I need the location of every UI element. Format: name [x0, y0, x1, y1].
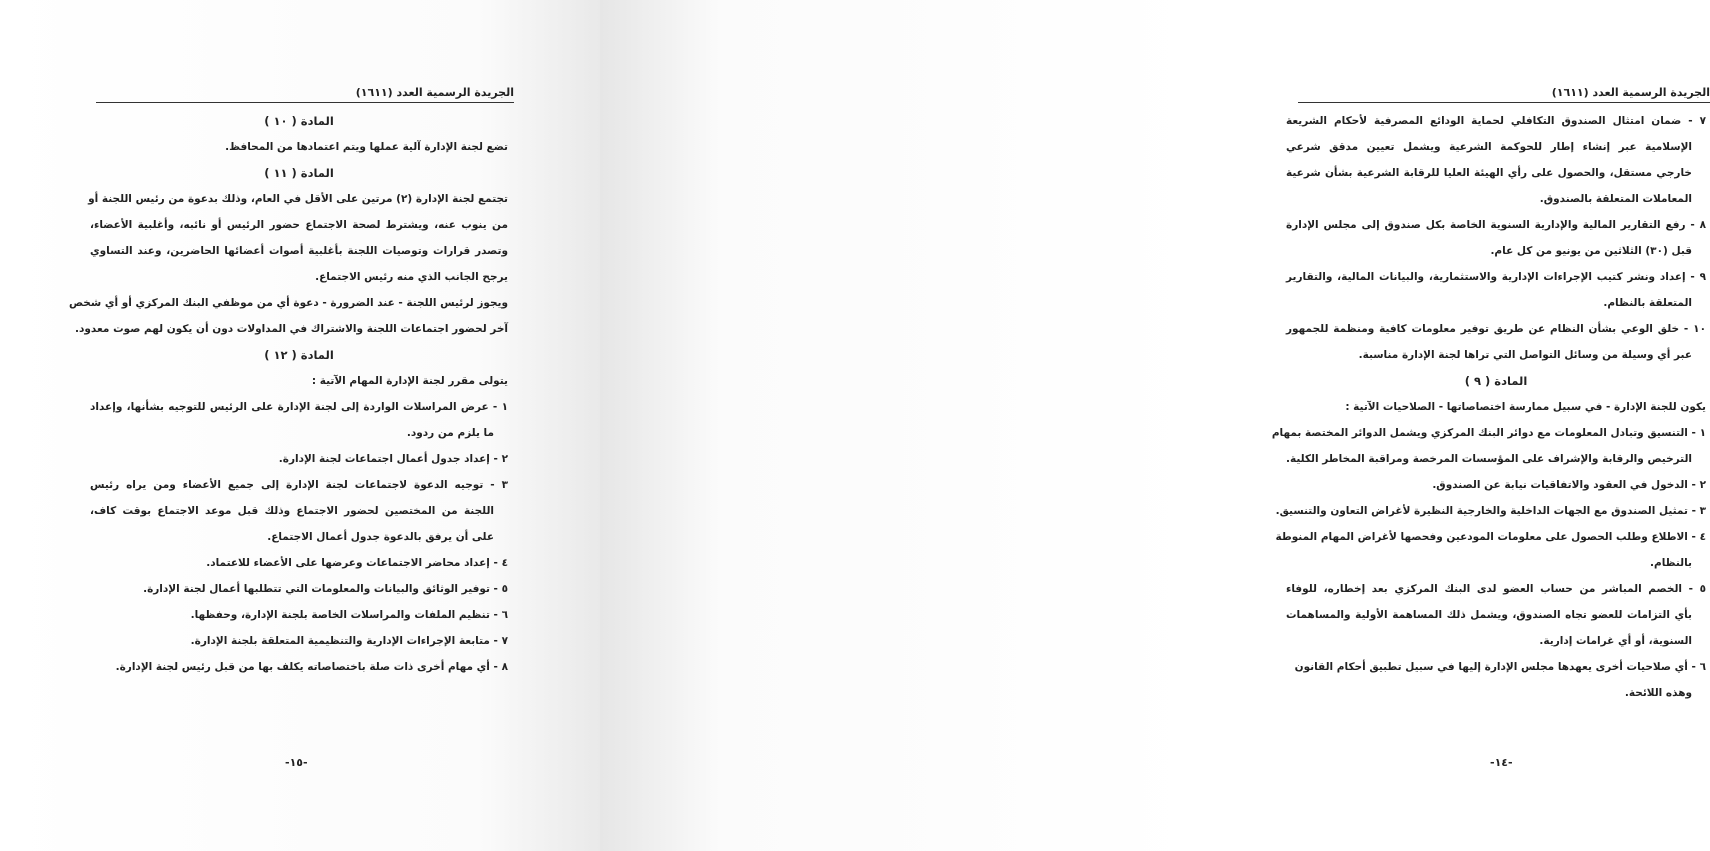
text-line: ٧ - متابعة الإجراءات الإدارية والتنظيمية المتعلقة بلجنة الإدارة.: [190, 635, 508, 647]
text-line: المتعلقة بالنظام.: [1603, 297, 1692, 309]
text-line: ١ - التنسيق وتبادل المعلومات مع دوائر البنك المركزي ويشمل الدوائر المختصة بمهام: [1271, 427, 1706, 439]
text-line: بالنظام.: [1650, 557, 1692, 569]
text-line: بأي التزامات للعضو تجاه الصندوق، ويشمل ذلك المساهمة الأولية والمساهمات: [1286, 609, 1692, 621]
text-line: خارجي مستقل، والحصول على رأي الهيئة العليا للرقابة الشرعية بشأن شرعية: [1286, 167, 1692, 179]
text-line: ١٠ - خلق الوعي بشأن النظام عن طريق توفير معلومات كافية ومنظمة للجمهور: [1286, 323, 1706, 335]
page-header: الجريدة الرسمية العدد (١٦١١): [96, 86, 514, 103]
text-line: تضع لجنة الإدارة آلية عملها ويتم اعتمادها من المحافظ.: [225, 141, 508, 153]
text-line: ٤ - إعداد محاضر الاجتماعات وعرضها على الأعضاء للاعتماد.: [206, 557, 508, 569]
page-number: -١٥-: [285, 756, 308, 769]
text-line: آخر لحضور اجتماعات اللجنة والاشتراك في المداولات دون أن يكون لهم صوت معدود.: [75, 323, 508, 335]
text-line: ٢ - الدخول في العقود والاتفاقيات نيابة عن الصندوق.: [1432, 479, 1706, 491]
text-line: يرجح الجانب الذي منه رئيس الاجتماع.: [315, 271, 508, 283]
page-header: الجريدة الرسمية العدد (١٦١١): [1298, 86, 1710, 103]
text-line: على أن يرفق بالدعوة جدول أعمال الاجتماع.: [267, 531, 494, 543]
text-line: الترخيص والرقابة والإشراف على المؤسسات المرخصة ومراقبة المخاطر الكلية.: [1285, 453, 1692, 465]
text-line: يتولى مقرر لجنة الإدارة المهام الآتية :: [311, 375, 508, 387]
text-line: ٨ - أي مهام أخرى ذات صلة باختصاصاته يكلف بها من قبل رئيس لجنة الإدارة.: [115, 661, 508, 673]
text-line: ٣ - توجيه الدعوة لاجتماعات لجنة الإدارة إلى جميع الأعضاء ومن يراه رئيس: [90, 479, 508, 491]
text-line: ٥ - توفير الوثائق والبيانات والمعلومات التي تتطلبها أعمال لجنة الإدارة.: [143, 583, 508, 595]
text-line: عبر أي وسيلة من وسائل التواصل التي تراها لجنة الإدارة مناسبة.: [1358, 349, 1692, 361]
text-line: ما يلزم من ردود.: [406, 427, 494, 439]
text-line: السنوية، أو أي غرامات إدارية.: [1539, 635, 1692, 647]
text-line: المعاملات المتعلقة بالصندوق.: [1539, 193, 1692, 205]
article-heading: المادة ( ١٠ ): [264, 114, 334, 128]
text-line: الإسلامية عبر إنشاء إطار للحوكمة الشرعية ويشمل تعيين مدقق شرعي: [1286, 141, 1692, 153]
article-heading: المادة ( ١٢ ): [264, 348, 334, 362]
page-body: [1271, 108, 1706, 706]
article-heading: المادة ( ٩ ): [1464, 374, 1528, 388]
page-body: [68, 108, 508, 680]
text-line: ٢ - إعداد جدول أعمال اجتماعات لجنة الإدارة.: [278, 453, 508, 465]
text-line: اللجنة من المختصين لحضور الاجتماع وذلك قبل موعد الاجتماع بوقت كاف،: [90, 505, 494, 517]
text-line: ٥ - الخصم المباشر من حساب العضو لدى البنك المركزي بعد إخطاره، للوفاء: [1286, 583, 1706, 595]
text-line: ٤ - الاطلاع وطلب الحصول على معلومات المودعين وفحصها لأغراض المهام المنوطة: [1275, 531, 1706, 543]
text-line: يكون للجنة الإدارة - في سبيل ممارسة اختصاصاتها - الصلاحيات الآتية :: [1345, 401, 1706, 413]
text-line: ٣ - تمثيل الصندوق مع الجهات الداخلية والخارجية النظيرة لأغراض التعاون والتنسيق.: [1275, 505, 1706, 517]
text-line: ٨ - رفع التقارير المالية والإدارية السنوية الخاصة بكل صندوق إلى مجلس الإدارة: [1286, 219, 1706, 231]
text-line: ١ - عرض المراسلات الواردة إلى لجنة الإدارة على الرئيس للتوجيه بشأنها، وإعداد: [90, 401, 508, 413]
text-line: ويجوز لرئيس اللجنة - عند الضرورة - دعوة أي من موظفي البنك المركزي أو أي شخص: [68, 297, 508, 309]
text-line: من ينوب عنه، ويشترط لصحة الاجتماع حضور الرئيس أو نائبه، وأغلبية الأعضاء،: [90, 219, 508, 231]
text-line: وتصدر قرارات وتوصيات اللجنة بأغلبية أصوات أعضائها الحاضرين، وعند التساوي: [90, 245, 508, 257]
page-right: [600, 0, 1710, 851]
text-line: ٦ - أي صلاحيات أخرى يعهدها مجلس الإدارة إليها في سبيل تطبيق أحكام القانون: [1294, 661, 1706, 673]
text-line: ٩ - إعداد ونشر كتيب الإجراءات الإدارية والاستثمارية، والبيانات المالية، والتقارير: [1286, 271, 1706, 283]
text-line: تجتمع لجنة الإدارة (٢) مرتين على الأقل في العام، وذلك بدعوة من رئيس اللجنة أو: [88, 193, 508, 205]
page-left: [0, 0, 600, 851]
text-line: ٦ - تنظيم الملفات والمراسلات الخاصة بلجنة الإدارة، وحفظها.: [190, 609, 508, 621]
text-line: ٧ - ضمان امتثال الصندوق التكافلي لحماية الودائع المصرفية لأحكام الشريعة: [1286, 115, 1706, 127]
article-heading: المادة ( ١١ ): [264, 166, 334, 180]
text-line: وهذه اللائحة.: [1624, 687, 1692, 699]
page-number: -١٤-: [1490, 756, 1513, 769]
text-line: قبل (٣٠) الثلاثين من يونيو من كل عام.: [1490, 245, 1692, 257]
